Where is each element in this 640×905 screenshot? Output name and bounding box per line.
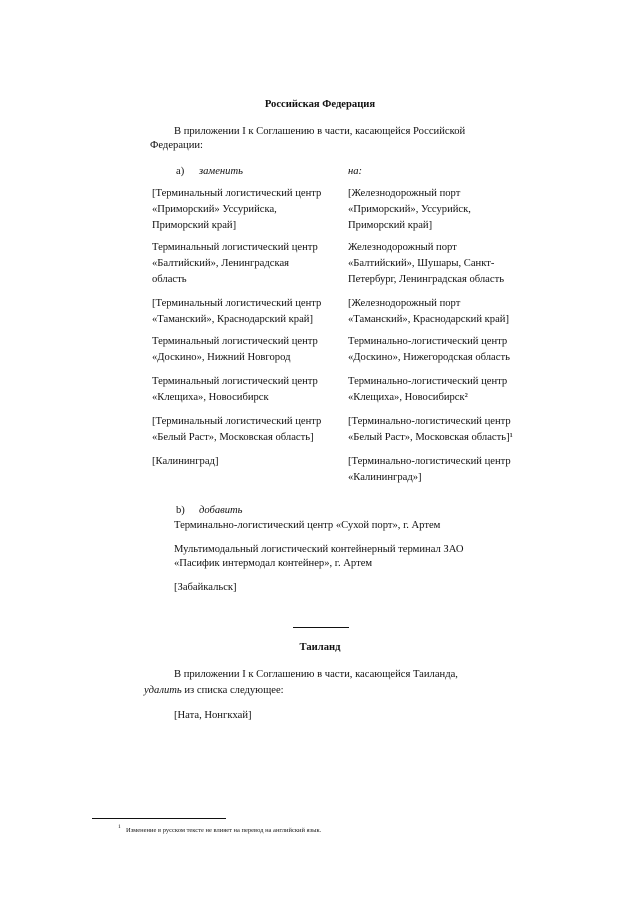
right-cell-line: «Калининград»] [348,472,422,483]
replace-verb: заменить [199,166,243,177]
right-cell-line: «Доскино», Нижегородская область [348,352,510,363]
right-cell-line: [Железнодорожный порт [348,188,461,199]
right-cell-line: Петербург, Ленинградская область [348,274,505,285]
right-cell-line: «Клещиха», Новосибирск² [348,392,468,403]
footnote-rule [92,818,226,819]
russia-intro-line1: В приложении I к Соглашению в части, касающейся Российской [174,126,466,137]
footnote-marker: 1 [118,824,121,830]
left-cell-line: «Белый Раст», Московская область] [152,432,314,443]
section-heading-russia: Российская Федерация [264,99,376,110]
right-cell-line: [Терминально-логистический центр [348,456,511,467]
right-cell-line: Железнодорожный порт [348,242,457,253]
list-label-b: b) [176,505,185,516]
added-item: [Забайкальск] [174,582,237,593]
left-cell-line: [Калининград] [152,456,219,467]
left-cell-line: область [152,274,187,285]
left-cell-line: «Приморский» Уссурийска, [152,204,277,215]
left-cell-line: [Терминальный логистический центр [152,416,322,427]
right-cell-line: Терминально-логистический центр [348,336,508,347]
add-verb: добавить [199,505,243,516]
left-cell-line: «Доскино», Нижний Новгород [152,352,291,363]
right-cell-line: «Белый Раст», Московская область]¹ [348,432,513,443]
left-cell-line: «Таманский», Краснодарский край] [152,314,313,325]
replacement-label: на: [348,166,363,177]
removed-item: [Ната, Нонгкхай] [174,710,252,721]
left-cell-line: Приморский край] [152,220,237,231]
right-cell-line: Приморский край] [348,220,433,231]
right-cell-line: Терминально-логистический центр [348,376,508,387]
delete-verb: удалить [144,685,182,696]
right-cell-line: «Балтийский», Шушары, Санкт- [348,258,495,269]
left-cell-line: Терминальный логистический центр [152,336,318,347]
added-item: Мультимодальный логистический контейнерный терминал ЗАО [174,544,464,555]
thailand-intro-line2 [144,683,284,699]
left-cell-line: Терминальный логистический центр [152,376,318,387]
left-cell-line: «Балтийский», Ленинградская [152,258,290,269]
section-heading-thailand: Таиланд [299,642,341,653]
right-cell-line: [Терминально-логистический центр [348,416,511,427]
thailand-intro-line1: В приложении I к Соглашению в части, касающейся Таиланда, [174,669,458,680]
right-cell-line: [Железнодорожный порт [348,298,461,309]
section-divider [293,627,349,628]
left-cell-line: [Терминальный логистический центр [152,298,322,309]
right-cell-line: «Приморский», Уссурийск, [348,204,471,215]
russia-intro-line2: Федерации: [150,140,203,151]
left-cell-line: Терминальный логистический центр [152,242,318,253]
thailand-intro-rest: из списка следующее: [181,685,284,696]
footnote-text: Изменение в русском тексте не влияет на перевод на английский язык. [126,827,322,834]
left-cell-line: [Терминальный логистический центр [152,188,322,199]
left-cell-line: «Клещиха», Новосибирск [152,392,269,403]
added-item: Терминально-логистический центр «Сухой порт», г. Артем [174,520,441,531]
list-label-a: a) [176,166,185,177]
added-item-continuation: «Пасифик интермодал контейнер», г. Артем [174,558,373,569]
right-cell-line: «Таманский», Краснодарский край] [348,314,509,325]
